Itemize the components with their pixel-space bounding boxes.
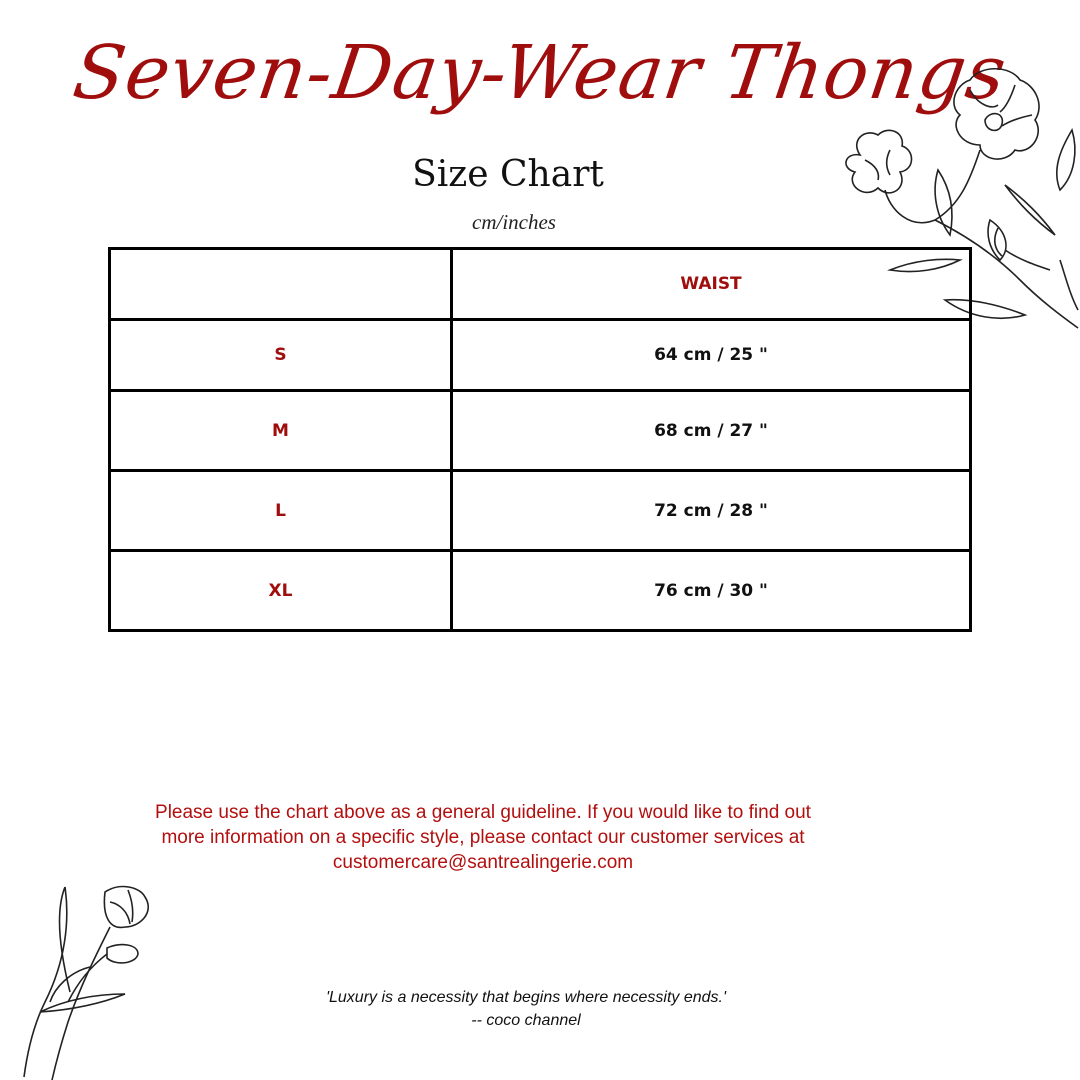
quote-block	[0, 986, 1052, 1032]
contact-email[interactable]: customercare@santrealingerie.com	[332, 852, 634, 873]
waist-cell: 64 cm / 25 "	[452, 320, 971, 391]
table-row	[110, 471, 971, 551]
header-cell-size	[110, 249, 452, 320]
waist-cell: 72 cm / 28 "	[452, 471, 971, 551]
waist-cell: 68 cm / 27 "	[452, 391, 971, 471]
note-line: Please use the chart above as a general guideline. If you would like to find out	[155, 802, 811, 823]
size-table	[108, 247, 972, 632]
size-cell: M	[110, 391, 452, 471]
quote-text: 'Luxury is a necessity that begins where necessity ends.'	[325, 989, 727, 1006]
note-line: more information on a specific style, please contact our customer services at	[161, 827, 805, 848]
units-label: cm/inches	[472, 210, 556, 234]
table-header-row	[110, 249, 971, 320]
guideline-note	[118, 800, 848, 875]
table-row	[110, 320, 971, 391]
quote-author: -- coco channel	[471, 1012, 581, 1029]
size-cell: XL	[110, 551, 452, 631]
tulip-line-art-icon	[10, 882, 160, 1080]
header-cell-waist: WAIST	[452, 249, 971, 320]
size-cell: S	[110, 320, 452, 391]
table-row	[110, 391, 971, 471]
page-title: Size Chart	[412, 154, 604, 195]
waist-cell: 76 cm / 30 "	[452, 551, 971, 631]
brand-title: Seven-Day-Wear Thongs	[68, 30, 1012, 116]
size-cell: L	[110, 471, 452, 551]
table-row	[110, 551, 971, 631]
